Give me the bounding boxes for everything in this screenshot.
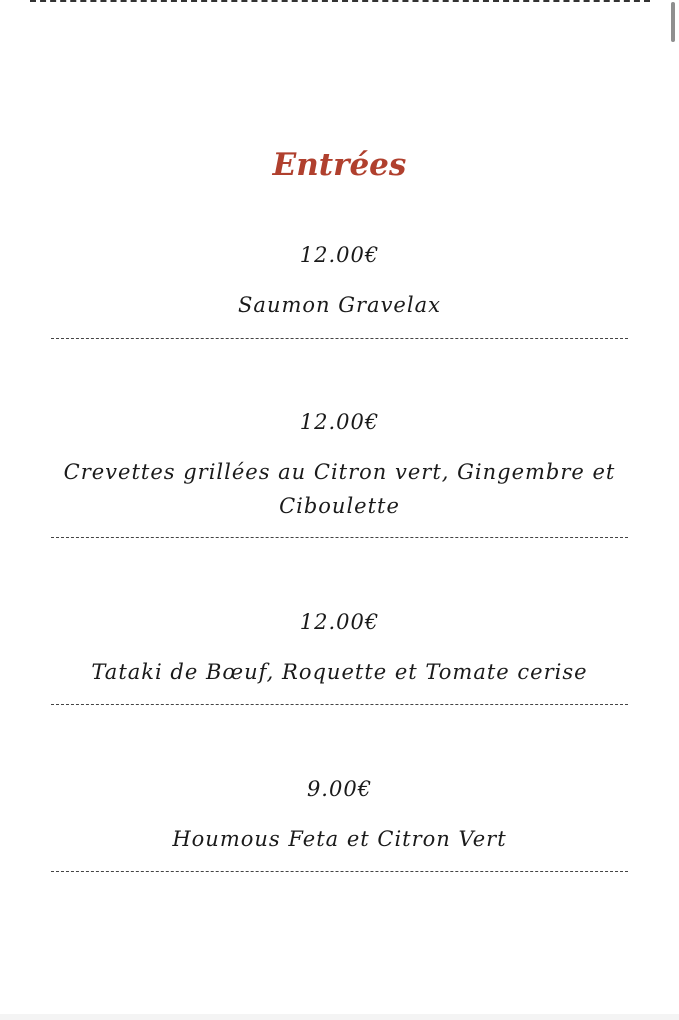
item-price: 12.00€ xyxy=(299,410,380,434)
item-name: Houmous Feta et Citron Vert xyxy=(172,827,507,851)
bottom-edge xyxy=(0,1014,679,1020)
section-title: Entrées xyxy=(272,147,407,183)
top-divider xyxy=(30,0,650,2)
menu-item xyxy=(0,240,679,322)
item-name: Tataki de Bœuf, Roquette et Tomate cerise xyxy=(91,660,588,684)
item-name: Crevettes grillées au Citron vert, Gingembre et Ciboulette xyxy=(63,460,616,518)
scrollbar[interactable] xyxy=(671,2,675,42)
item-price: 12.00€ xyxy=(299,243,380,267)
item-price: 12.00€ xyxy=(299,610,380,634)
menu-item xyxy=(0,774,679,856)
item-price: 9.00€ xyxy=(306,777,373,801)
item-divider xyxy=(51,338,628,339)
menu-item xyxy=(0,607,679,689)
item-divider xyxy=(51,537,628,538)
item-name: Saumon Gravelax xyxy=(238,293,441,317)
item-divider xyxy=(51,871,628,872)
menu-item xyxy=(0,407,679,523)
item-divider xyxy=(51,704,628,705)
